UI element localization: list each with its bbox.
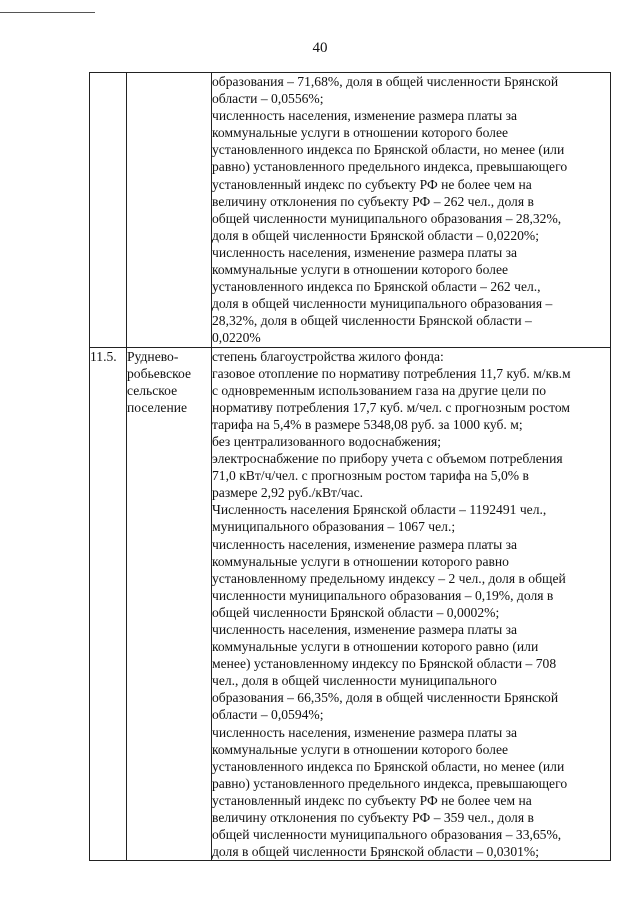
description-line: численность населения, изменение размера платы за: [212, 622, 518, 637]
description-line: без централизованного водоснабжения;: [212, 433, 442, 449]
description-line: коммунальные услуги в отношении которого равно: [212, 553, 509, 569]
description-line: газовое отопление по нормативу потребления 11,7 куб. м/кв.м: [212, 365, 571, 381]
description-line: численность населения, изменение размера платы за: [212, 536, 518, 552]
description-line: муниципального образования – 1067 чел.;: [212, 519, 456, 535]
description-line: 0,0220%: [212, 330, 261, 346]
description-line: образования – 71,68%, доля в общей численности Брянской: [212, 74, 559, 89]
description-line: с одновременным использованием газа на другие цели по: [212, 382, 547, 398]
description-line: общей численности муниципального образования – 33,65%,: [212, 827, 562, 843]
description-line: 71,0 кВт/ч/чел. с прогнозным ростом тарифа на 5,0% в: [212, 468, 529, 484]
settlement-name-line: сельское: [127, 382, 178, 398]
data-table: [89, 72, 611, 861]
description-line: чел., доля в общей численности муниципального: [212, 673, 497, 689]
description-line: тарифа на 5,4% в размере 5348,08 руб. за 1000 куб. м;: [212, 416, 523, 432]
description-line: степень благоустройства жилого фонда:: [212, 348, 444, 364]
scan-edge-line: [0, 12, 95, 13]
description-line: установленному предельному индексу – 2 чел., доля в общей: [212, 570, 566, 586]
description-cell: [212, 347, 611, 861]
description-line: установленного индекса по Брянской области, но менее (или: [212, 758, 565, 774]
description-line: общей численности Брянской области – 0,0002%;: [212, 604, 500, 620]
description-line: коммунальные услуги в отношении которого более: [212, 125, 509, 141]
description-line: нормативу потребления 17,7 куб. м/чел. с прогнозным ростом: [212, 399, 570, 415]
description-line: величину отклонения по субъекту РФ – 262 чел., доля в: [212, 193, 534, 209]
settlement-name-line: поселение: [127, 399, 188, 415]
description-line: численность населения, изменение размера платы за: [212, 108, 518, 124]
description-line: установленного индекса по Брянской области, но менее (или: [212, 142, 565, 158]
description-line: доля в общей численности муниципального образования –: [212, 296, 553, 312]
page-number: 40: [312, 40, 328, 56]
description-line: электроснабжение по прибору учета с объемом потребления: [212, 451, 563, 467]
table-row: [90, 73, 611, 348]
row-number-cell: [90, 73, 127, 348]
description-line: величину отклонения по субъекту РФ – 359 чел., доля в: [212, 810, 534, 826]
description-line: численность населения, изменение размера платы за: [212, 244, 518, 260]
description-line: Численность населения Брянской области – 1192491 чел.,: [212, 502, 547, 518]
description-line: образования – 66,35%, доля в общей численности Брянской: [212, 690, 559, 706]
description-line: размере 2,92 руб./кВт/час.: [212, 485, 364, 501]
description-line: коммунальные услуги в отношении которого более: [212, 741, 509, 757]
settlement-name-line: Руднево-: [127, 348, 179, 364]
description-line: области – 0,0594%;: [212, 707, 324, 723]
description-line: коммунальные услуги в отношении которого равно (или: [212, 639, 539, 655]
settlement-name-line: робьевское: [127, 365, 192, 381]
description-line: области – 0,0556%;: [212, 91, 324, 107]
description-cell: [212, 73, 611, 348]
description-line: численности муниципального образования – 0,19%, доля в: [212, 587, 554, 603]
settlement-name-cell: [127, 347, 212, 861]
row-number: 11.5.: [90, 348, 117, 364]
description-line: численность населения, изменение размера платы за: [212, 724, 518, 740]
description-line: доля в общей численности Брянской области – 0,0220%;: [212, 227, 540, 243]
description-line: менее) установленному индексу по Брянской области – 708: [212, 656, 557, 672]
description-line: общей численности муниципального образования – 28,32%,: [212, 210, 562, 226]
description-line: равно) установленного предельного индекса, превышающего: [212, 775, 568, 791]
description-line: коммунальные услуги в отношении которого более: [212, 262, 509, 278]
description-line: доля в общей численности Брянской области – 0,0301%;: [212, 844, 540, 860]
table-row: [90, 347, 611, 861]
description-line: равно) установленного предельного индекса, превышающего: [212, 159, 568, 175]
description-line: 28,32%, доля в общей численности Брянской области –: [212, 313, 532, 329]
settlement-name-cell: [127, 73, 212, 348]
row-number-cell: [90, 347, 127, 861]
description-line: установленный индекс по субъекту РФ не более чем на: [212, 792, 532, 808]
description-line: установленный индекс по субъекту РФ не более чем на: [212, 176, 532, 192]
description-line: установленного индекса по Брянской области – 262 чел.,: [212, 279, 541, 295]
